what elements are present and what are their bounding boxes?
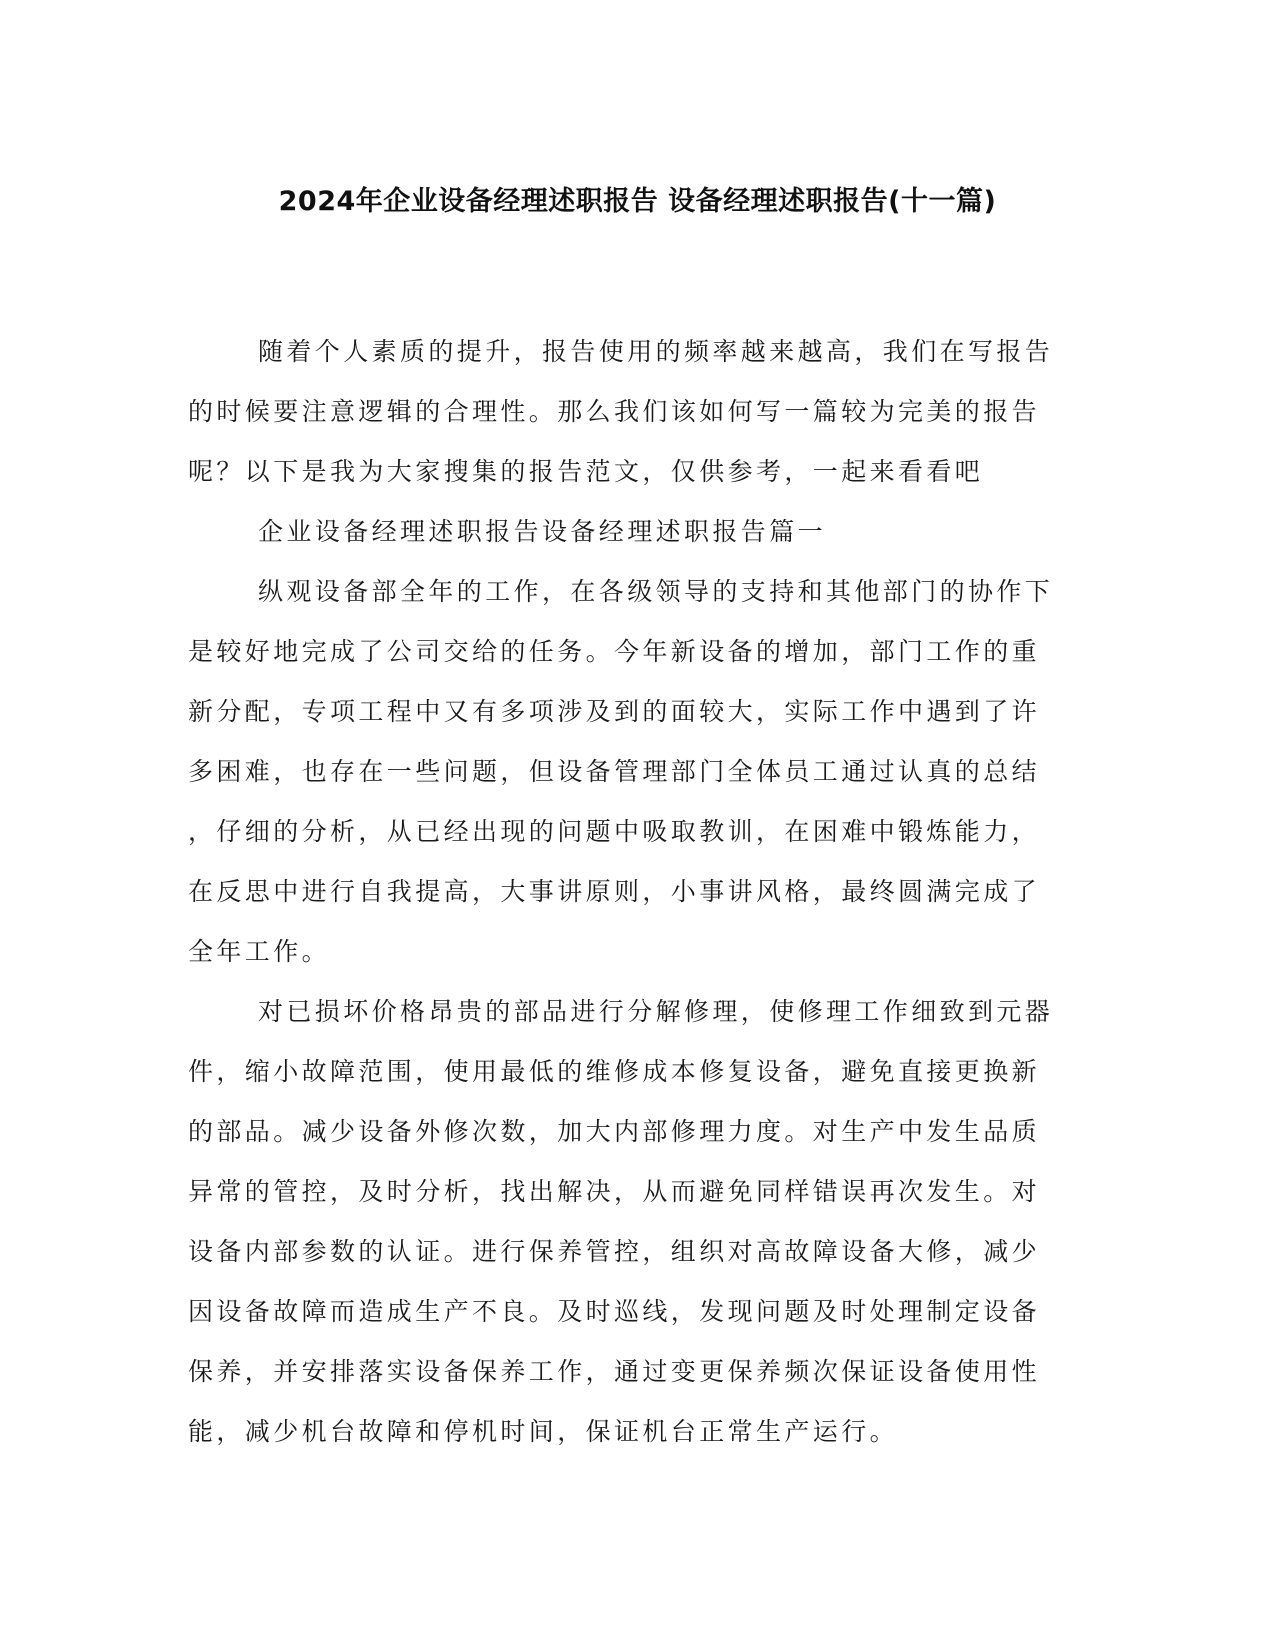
paragraph-line: 件，缩小故障范围，使用最低的维修成本修复设备，避免直接更换新 (188, 1057, 1041, 1086)
paragraph-line: 是较好地完成了公司交给的任务。今年新设备的增加，部门工作的重 (188, 637, 1041, 666)
paragraph-line: 纵观设备部全年的工作，在各级领导的支持和其他部门的协作下 (258, 577, 1054, 606)
section-heading (188, 502, 1088, 562)
paragraph-line: 多困难，也存在一些问题，但设备管理部门全体员工通过认真的总结 (188, 757, 1041, 786)
body-paragraph-2 (188, 982, 1088, 1462)
paragraph-line: 全年工作。 (188, 937, 331, 966)
paragraph-line: ，仔细的分析，从已经出现的问题中吸取教训，在困难中锻炼能力， (188, 817, 1041, 846)
document-title: 2024年企业设备经理述职报告 设备经理述职报告(十一篇) (278, 186, 997, 217)
intro-paragraph (188, 322, 1088, 502)
paragraph-line: 因设备故障而造成生产不良。及时巡线，发现问题及时处理制定设备 (188, 1297, 1041, 1326)
paragraph-line: 设备内部参数的认证。进行保养管控，组织对高故障设备大修，减少 (188, 1237, 1041, 1266)
paragraph-line: 的部品。减少设备外修次数，加大内部修理力度。对生产中发生品质 (188, 1117, 1041, 1146)
document-body (188, 322, 1088, 1462)
paragraph-line: 在反思中进行自我提高，大事讲原则，小事讲风格，最终圆满完成了 (188, 877, 1041, 906)
paragraph-line: 异常的管控，及时分析，找出解决，从而避免同样错误再次发生。对 (188, 1177, 1041, 1206)
paragraph-line: 能，减少机台故障和停机时间，保证机台正常生产运行。 (188, 1417, 899, 1446)
paragraph-line: 的时候要注意逻辑的合理性。那么我们该如何写一篇较为完美的报告 (188, 397, 1041, 426)
body-paragraph-1 (188, 562, 1088, 982)
paragraph-line: 随着个人素质的提升，报告使用的频率越来越高，我们在写报告 (258, 337, 1054, 366)
section-heading-text: 企业设备经理述职报告设备经理述职报告篇一 (258, 517, 827, 546)
paragraph-line: 新分配，专项工程中又有多项涉及到的面较大，实际工作中遇到了许 (188, 697, 1041, 726)
paragraph-line: 对已损坏价格昂贵的部品进行分解修理，使修理工作细致到元器 (258, 997, 1054, 1026)
paragraph-line: 呢？以下是我为大家搜集的报告范文，仅供参考，一起来看看吧 (188, 457, 984, 486)
paragraph-line: 保养，并安排落实设备保养工作，通过变更保养频次保证设备使用性 (188, 1357, 1041, 1386)
